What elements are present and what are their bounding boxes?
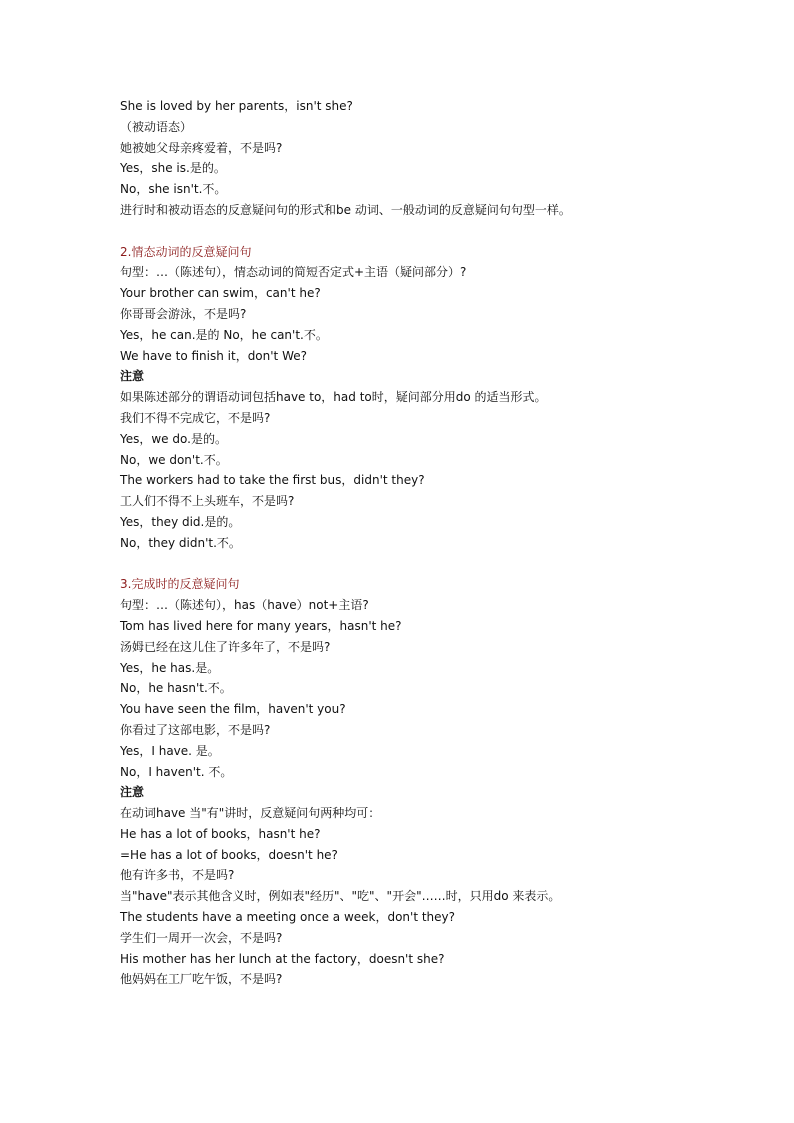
text-line: 当"have"表示其他含义时，例如表"经历"、"吃"、"开会"……时，只用do 来表示。 <box>120 889 561 904</box>
text-line: 你看过了这部电影，不是吗? <box>120 722 271 737</box>
text-line: No，I haven't. 不。 <box>120 764 233 779</box>
text-line: 他有许多书，不是吗? <box>120 868 235 883</box>
text-line: 学生们一周开一次会，不是吗? <box>120 930 283 945</box>
text-line: 句型：…（陈述句），情态动词的简短否定式+主语（疑问部分）? <box>120 265 467 280</box>
section-heading: 2.情态动词的反意疑问句 <box>120 244 252 259</box>
text-line: Yes，she is.是的。 <box>120 161 226 176</box>
text-line: Your brother can swim，can't he? <box>120 286 321 301</box>
text-line: No，she isn't.不。 <box>120 182 227 197</box>
note-label: 注意 <box>120 785 145 800</box>
note-label: 注意 <box>120 369 145 384</box>
text-line: =He has a lot of books，doesn't he? <box>120 847 338 862</box>
section-heading: 3.完成时的反意疑问句 <box>120 577 240 592</box>
paragraph-gap <box>120 554 720 575</box>
text-line: We have to finish it，don't We? <box>120 348 307 363</box>
text-line: 工人们不得不上头班车，不是吗? <box>120 494 295 509</box>
text-line: Yes，I have. 是。 <box>120 743 220 758</box>
text-line: 你哥哥会游泳，不是吗? <box>120 306 247 321</box>
text-line: The students have a meeting once a week，don't they? <box>120 910 456 925</box>
document-body <box>120 96 720 990</box>
text-line: No，they didn't.不。 <box>120 535 241 550</box>
text-line: No，we don't.不。 <box>120 452 228 467</box>
text-line: No，he hasn't.不。 <box>120 681 232 696</box>
text-line: The workers had to take the first bus，didn't they? <box>120 473 425 488</box>
paragraph-gap <box>120 221 720 242</box>
text-line: Yes，we do.是的。 <box>120 431 227 446</box>
text-line: 我们不得不完成它，不是吗? <box>120 410 271 425</box>
text-line: 她被她父母亲疼爱着，不是吗? <box>120 140 283 155</box>
text-line: Yes，they did.是的。 <box>120 514 241 529</box>
text-line: 在动词have 当"有"讲时，反意疑问句两种均可： <box>120 806 381 821</box>
text-line: His mother has her lunch at the factory，doesn't she? <box>120 951 445 966</box>
text-line: 他妈妈在工厂吃午饭，不是吗? <box>120 972 283 987</box>
text-line: She is loved by her parents，isn't she? <box>120 99 353 113</box>
text-line: Yes，he has.是。 <box>120 660 220 675</box>
text-line: Yes，he can.是的 No，he can't.不。 <box>120 327 328 342</box>
text-line: Tom has lived here for many years，hasn't he? <box>120 618 402 633</box>
text-line: 进行时和被动语态的反意疑问句的形式和be 动词、一般动词的反意疑问句句型一样。 <box>120 202 571 217</box>
text-line: 如果陈述部分的谓语动词包括have to，had to时，疑问部分用do 的适当形式。 <box>120 390 547 405</box>
text-line: 汤姆已经在这儿住了许多年了，不是吗? <box>120 639 331 654</box>
text-line: （被动语态） <box>120 119 193 134</box>
text-line: 句型：…（陈述句），has（have）not+主语? <box>120 598 369 613</box>
text-line: You have seen the film，haven't you? <box>120 702 346 717</box>
text-line: He has a lot of books，hasn't he? <box>120 826 321 841</box>
